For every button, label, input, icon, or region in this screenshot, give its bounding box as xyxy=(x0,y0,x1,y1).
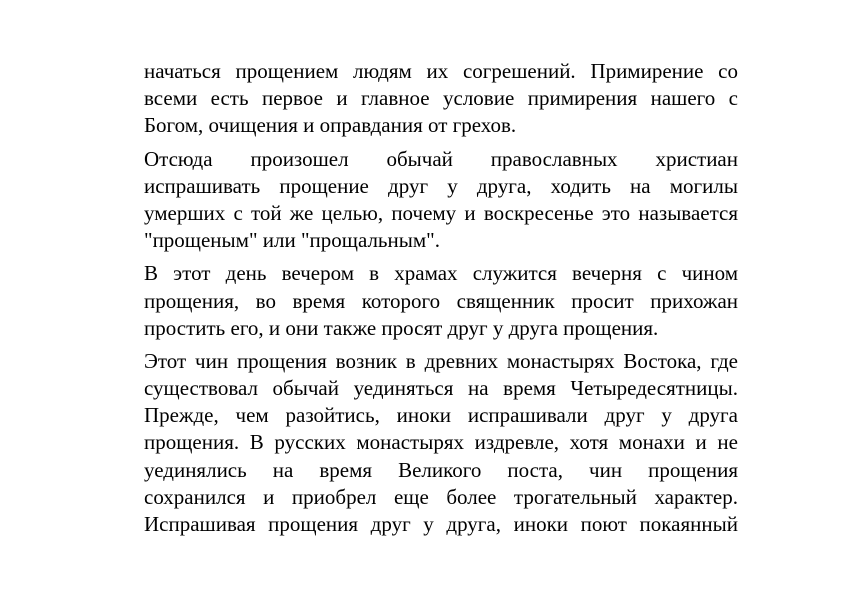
text-line: всеми есть первое и главное условие примирения нашего с xyxy=(144,86,738,111)
text-line: "прощеным" или "прощальным". xyxy=(144,228,440,253)
text-line: уединялись на время Великого поста, чин прощения xyxy=(144,457,738,482)
body-text xyxy=(144,58,738,544)
text-line: испрашивать прощение друг у друга, ходить на могилы xyxy=(144,173,738,198)
text-line: прощения, во время которого священник просит прихожан xyxy=(144,288,738,313)
text-line: Испрашивая прощения друг у друга, иноки поют покаянный xyxy=(144,512,738,536)
text-line: Прежде, чем разойтись, иноки испрашивали друг у друга xyxy=(144,403,738,428)
text-line: Этот чин прощения возник в древних монастырях Востока, где xyxy=(144,348,738,373)
paragraph-3 xyxy=(144,260,738,342)
text-line: В этот день вечером в храмах служится вечерня с чином xyxy=(144,261,738,286)
text-line: умерших с той же целью, почему и воскресенье это называется xyxy=(144,200,738,225)
paragraph-1 xyxy=(144,58,738,140)
paragraph-4 xyxy=(144,348,738,538)
text-line: прощения. В русских монастырях издревле, хотя монахи и не xyxy=(144,430,738,455)
text-line: сохранился и приобрел еще более трогательный характер. xyxy=(144,484,738,509)
paragraph-2 xyxy=(144,146,738,255)
text-line: существовал обычай уединяться на время Четыредесятницы. xyxy=(144,376,738,401)
text-line: Отсюда произошел обычай православных христиан xyxy=(144,146,738,171)
text-line: простить его, и они также просят друг у друга прощения. xyxy=(144,315,659,340)
text-line: начаться прощением людям их согрешений. Примирение со xyxy=(144,59,738,83)
text-line: Богом, очищения и оправдания от грехов. xyxy=(144,113,517,138)
